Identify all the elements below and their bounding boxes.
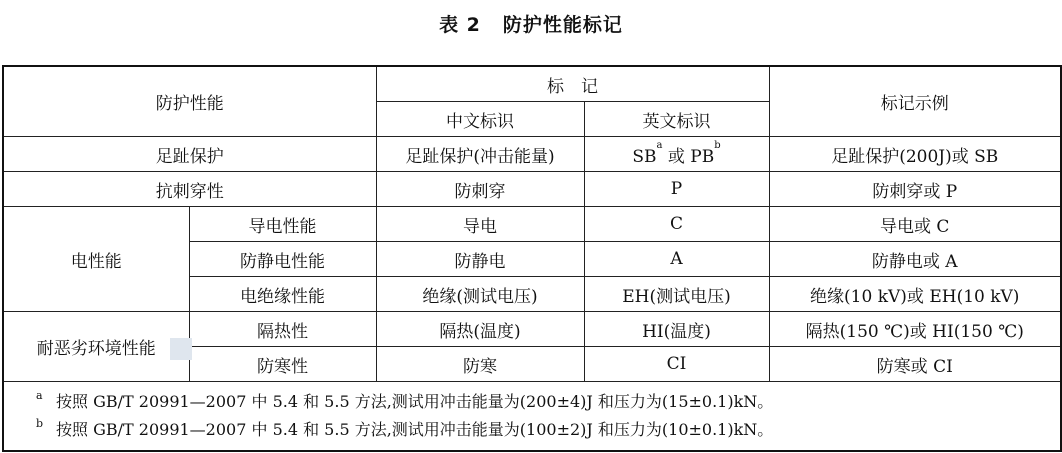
row-name: 足趾保护 [3,137,376,172]
table-row [3,172,1061,207]
header-chinese-id: 中文标识 [376,102,584,137]
row-chinese: 足趾保护(冲击能量) [376,137,584,172]
footnote-text: 按照 GB/T 20991—2007 中 5.4 和 5.5 方法,测试用冲击能量为(200±4)J 和压力为(15±0.1)kN。 [56,392,774,411]
footnote-b [36,416,1060,444]
table-row [3,137,1061,172]
group-harsh-environment: 耐恶劣环境性能 [3,312,189,382]
row-example: 足趾保护(200J)或 SB [769,137,1061,172]
english-sb: SB [632,146,657,167]
row-example: 隔热(150 ℃)或 HI(150 ℃) [769,312,1061,347]
row-chinese: 防静电 [376,242,584,277]
notes-row [3,382,1061,452]
table-caption: 防护性能标记 [502,14,623,36]
row-example: 导电或 C [769,207,1061,242]
row-english: EH(测试电压) [584,277,769,312]
row-example: 防刺穿或 P [769,172,1061,207]
english-pb: PB [690,146,715,167]
row-chinese: 防刺穿 [376,172,584,207]
row-english: CI [584,347,769,382]
row-example: 防寒或 CI [769,347,1061,382]
header-english-id: 英文标识 [584,102,769,137]
row-english: C [584,207,769,242]
footnote-a [36,388,1060,416]
row-english: A [584,242,769,277]
header-performance: 防护性能 [3,66,376,137]
protection-marking-table [2,65,1062,452]
table-row [3,312,1061,347]
header-marking: 标 记 [376,66,769,102]
row-english: P [584,172,769,207]
row-name: 防寒性 [189,347,376,382]
english-or: 或 [662,146,691,167]
table-title [0,10,1062,37]
header-example: 标记示例 [769,66,1061,137]
row-example: 防静电或 A [769,242,1061,277]
row-chinese: 隔热(温度) [376,312,584,347]
footnote-mark: b [36,417,44,430]
group-electric: 电性能 [3,207,189,312]
footnote-text: 按照 GB/T 20991—2007 中 5.4 和 5.5 方法,测试用冲击能量为(100±2)J 和压力为(10±0.1)kN。 [56,420,774,439]
row-name: 电绝缘性能 [189,277,376,312]
footnote-mark: a [36,389,43,402]
row-name: 隔热性 [189,312,376,347]
footnotes [3,382,1061,452]
row-example: 绝缘(10 kV)或 EH(10 kV) [769,277,1061,312]
watermark-icon [170,338,192,360]
row-english: HI(温度) [584,312,769,347]
row-name: 抗刺穿性 [3,172,376,207]
row-english [584,137,769,172]
row-chinese: 绝缘(测试电压) [376,277,584,312]
row-chinese: 防寒 [376,347,584,382]
table-number: 表 2 [439,14,481,36]
table-row [3,207,1061,242]
footnote-ref-b: b [714,139,721,151]
row-name: 导电性能 [189,207,376,242]
row-chinese: 导电 [376,207,584,242]
row-name: 防静电性能 [189,242,376,277]
footnote-ref-a: a [656,139,663,151]
